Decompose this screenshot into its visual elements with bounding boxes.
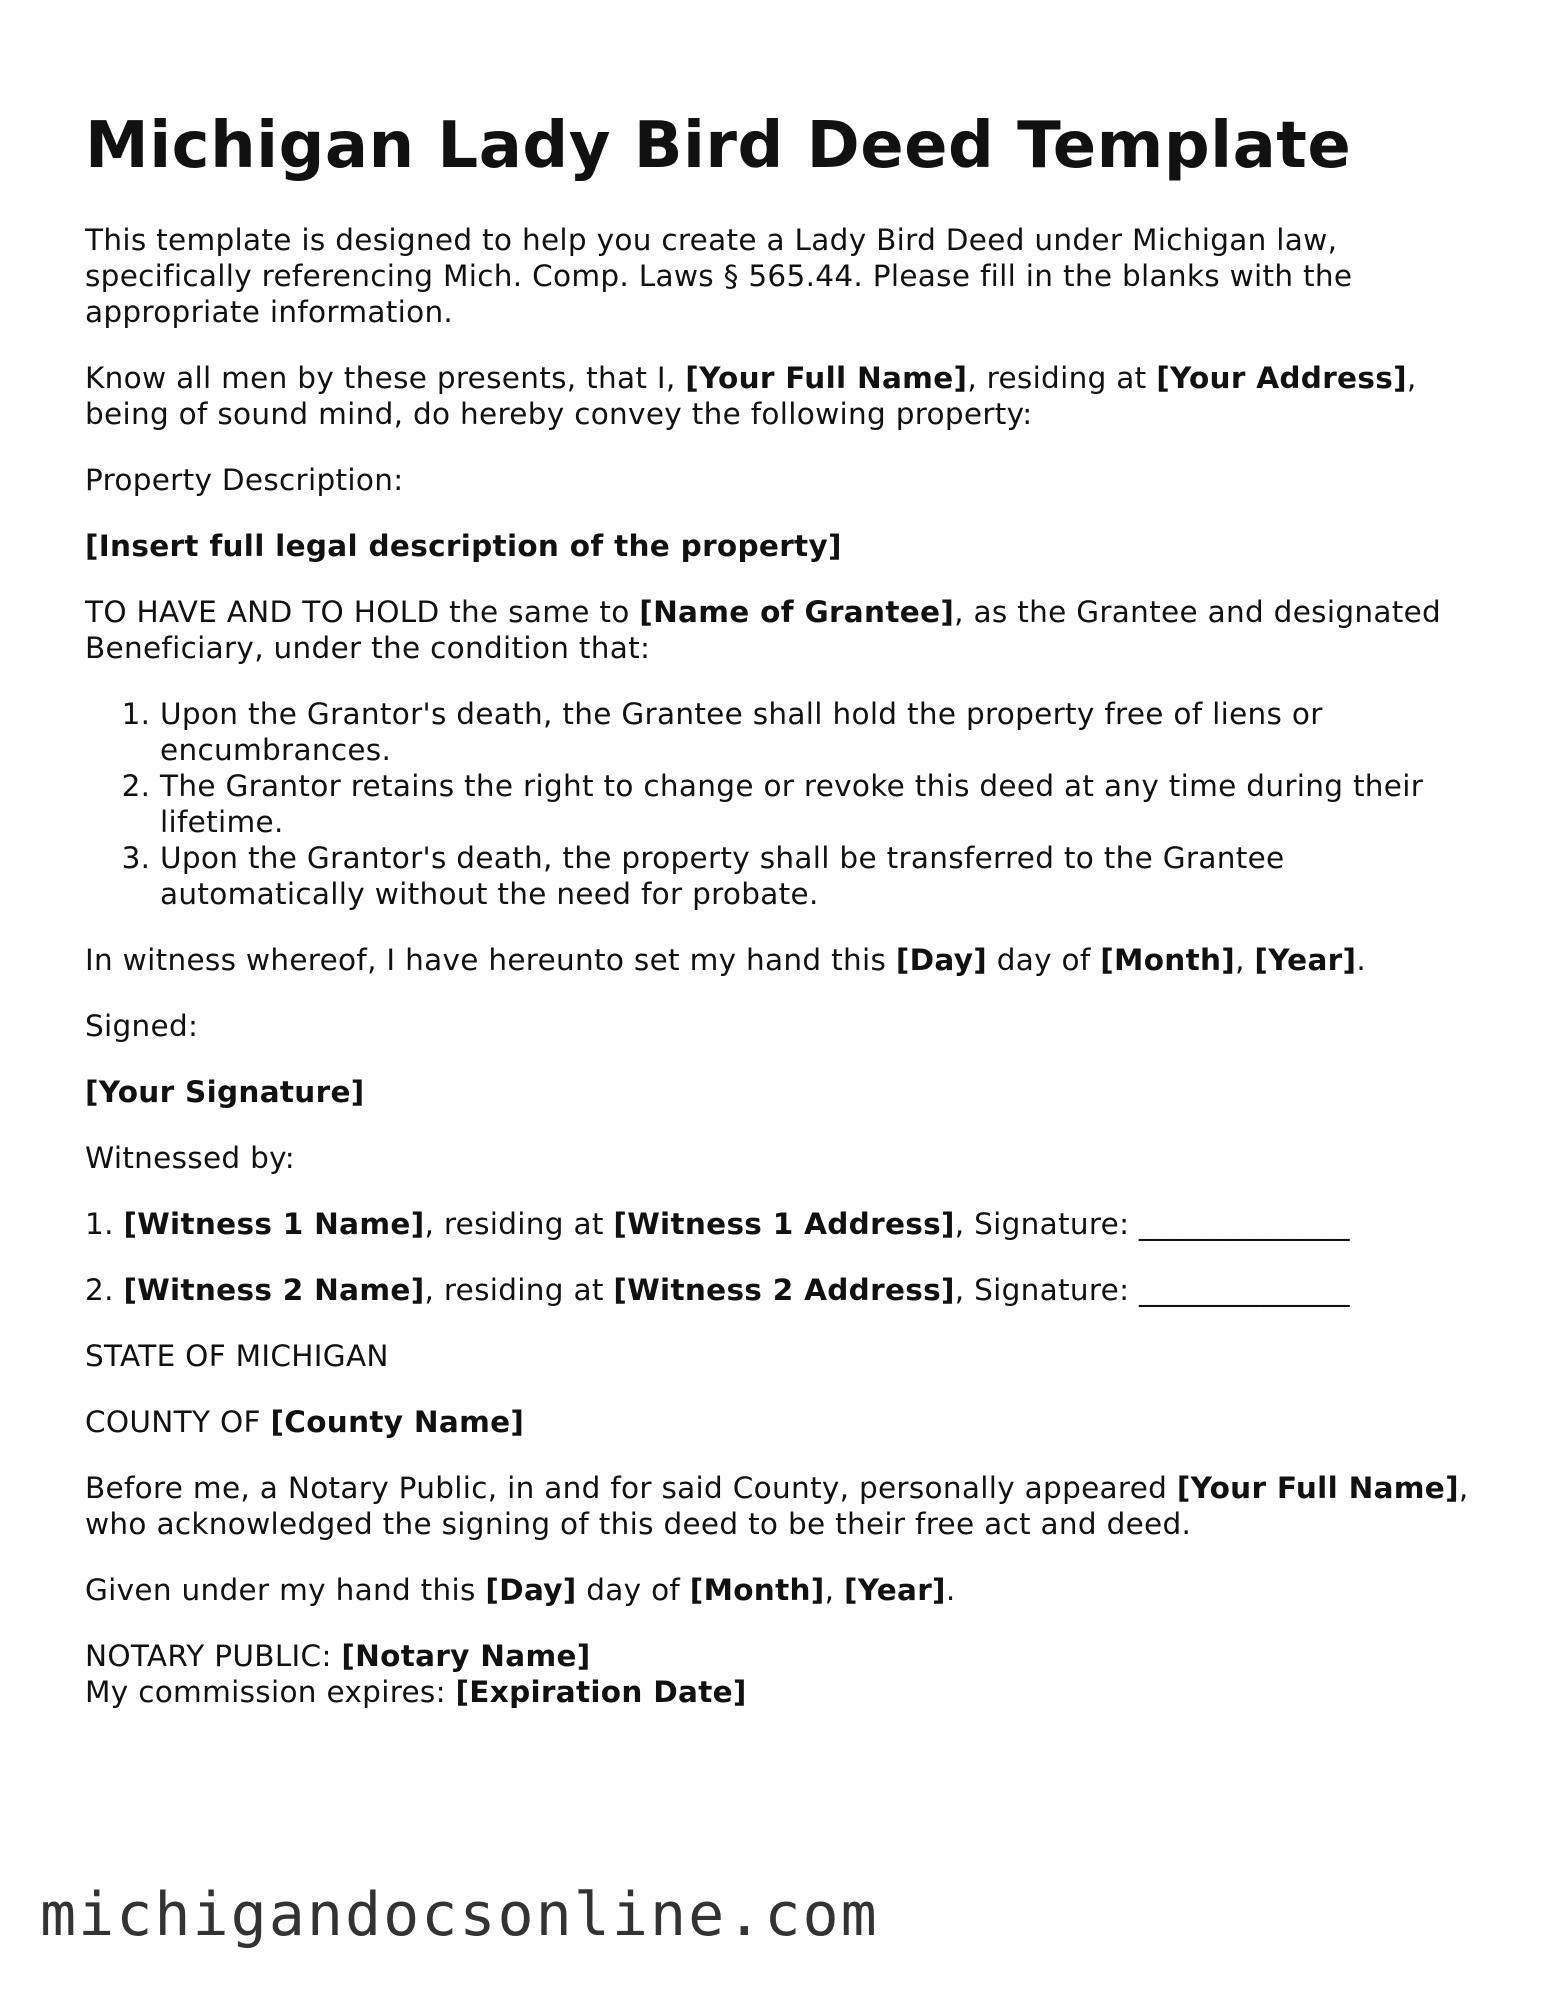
list-item: 1. Upon the Grantor's death, the Grantee shall hold the property free of liens or encumbrances. bbox=[160, 696, 1475, 768]
site-watermark: michigandocsonline.com bbox=[40, 1880, 879, 1950]
expiration-date-placeholder: [Expiration Date] bbox=[455, 1675, 747, 1709]
grantor-address-placeholder: [Your Address] bbox=[1156, 361, 1407, 395]
county-line: COUNTY OF [County Name] bbox=[85, 1405, 525, 1439]
property-label: Property Description: bbox=[85, 463, 404, 497]
signed-label: Signed: bbox=[85, 1009, 199, 1043]
habendum-paragraph: TO HAVE AND TO HOLD the same to [Name of Grantee], as the Grantee and designated Beneficiary, under the condition that: bbox=[85, 595, 1442, 665]
conditions-list bbox=[85, 696, 1475, 912]
grantor-name-placeholder: [Your Full Name] bbox=[685, 361, 968, 395]
state-line: STATE OF MICHIGAN bbox=[85, 1339, 389, 1373]
witness-1-name-placeholder: [Witness 1 Name] bbox=[123, 1207, 425, 1241]
intro-paragraph: This template is designed to help you create a Lady Bird Deed under Michigan law, specifically referencing Mich. Comp. Laws § 565.44. Please fill in the blanks with the appropriate information. bbox=[85, 223, 1353, 329]
given-day-placeholder: [Day] bbox=[485, 1573, 577, 1607]
witness-2-address-placeholder: [Witness 2 Address] bbox=[613, 1273, 955, 1307]
witness-line-1: 1. [Witness 1 Name], residing at [Witness 1 Address], Signature: ______________ bbox=[85, 1207, 1350, 1241]
county-name-placeholder: [County Name] bbox=[270, 1405, 525, 1439]
document-body bbox=[85, 222, 1475, 1740]
signature-placeholder: [Your Signature] bbox=[85, 1075, 365, 1109]
month-placeholder: [Month] bbox=[1100, 943, 1236, 977]
acknowledged-name-placeholder: [Your Full Name] bbox=[1176, 1471, 1459, 1505]
notary-name-placeholder: [Notary Name] bbox=[341, 1639, 591, 1673]
conveyance-paragraph: Know all men by these presents, that I, [Your Full Name], residing at [Your Address], being of sound mind, do hereby convey the following property: bbox=[85, 361, 1417, 431]
year-placeholder: [Year] bbox=[1254, 943, 1357, 977]
day-placeholder: [Day] bbox=[895, 943, 988, 977]
given-year-placeholder: [Year] bbox=[843, 1573, 946, 1607]
witness-1-signature-line: , Signature: ______________ bbox=[954, 1207, 1350, 1241]
grantee-name-placeholder: [Name of Grantee] bbox=[639, 595, 955, 629]
property-description-placeholder: [Insert full legal description of the property] bbox=[85, 529, 842, 563]
witness-line-2: 2. [Witness 2 Name], residing at [Witness 2 Address], Signature: ______________ bbox=[85, 1273, 1350, 1307]
page-title: Michigan Lady Bird Deed Template bbox=[85, 109, 1352, 183]
given-paragraph: Given under my hand this [Day] day of [Month], [Year]. bbox=[85, 1573, 956, 1607]
given-month-placeholder: [Month] bbox=[689, 1573, 825, 1607]
witness-2-name-placeholder: [Witness 2 Name] bbox=[123, 1273, 425, 1307]
list-item: 2. The Grantor retains the right to change or revoke this deed at any time during their lifetime. bbox=[160, 768, 1475, 840]
witness-clause: In witness whereof, I have hereunto set my hand this [Day] day of [Month], [Year]. bbox=[85, 943, 1366, 977]
witnessed-label: Witnessed by: bbox=[85, 1141, 295, 1175]
acknowledgment-paragraph: Before me, a Notary Public, in and for said County, personally appeared [Your Full Name], who acknowledged the signing of this deed to be their free act and deed. bbox=[85, 1471, 1469, 1541]
witness-1-address-placeholder: [Witness 1 Address] bbox=[613, 1207, 955, 1241]
witness-2-signature-line: , Signature: ______________ bbox=[954, 1273, 1350, 1307]
list-item: 3. Upon the Grantor's death, the property shall be transferred to the Grantee automatically without the need for probate. bbox=[160, 840, 1475, 912]
notary-block: NOTARY PUBLIC: [Notary Name] My commission expires: [Expiration Date] bbox=[85, 1639, 747, 1709]
